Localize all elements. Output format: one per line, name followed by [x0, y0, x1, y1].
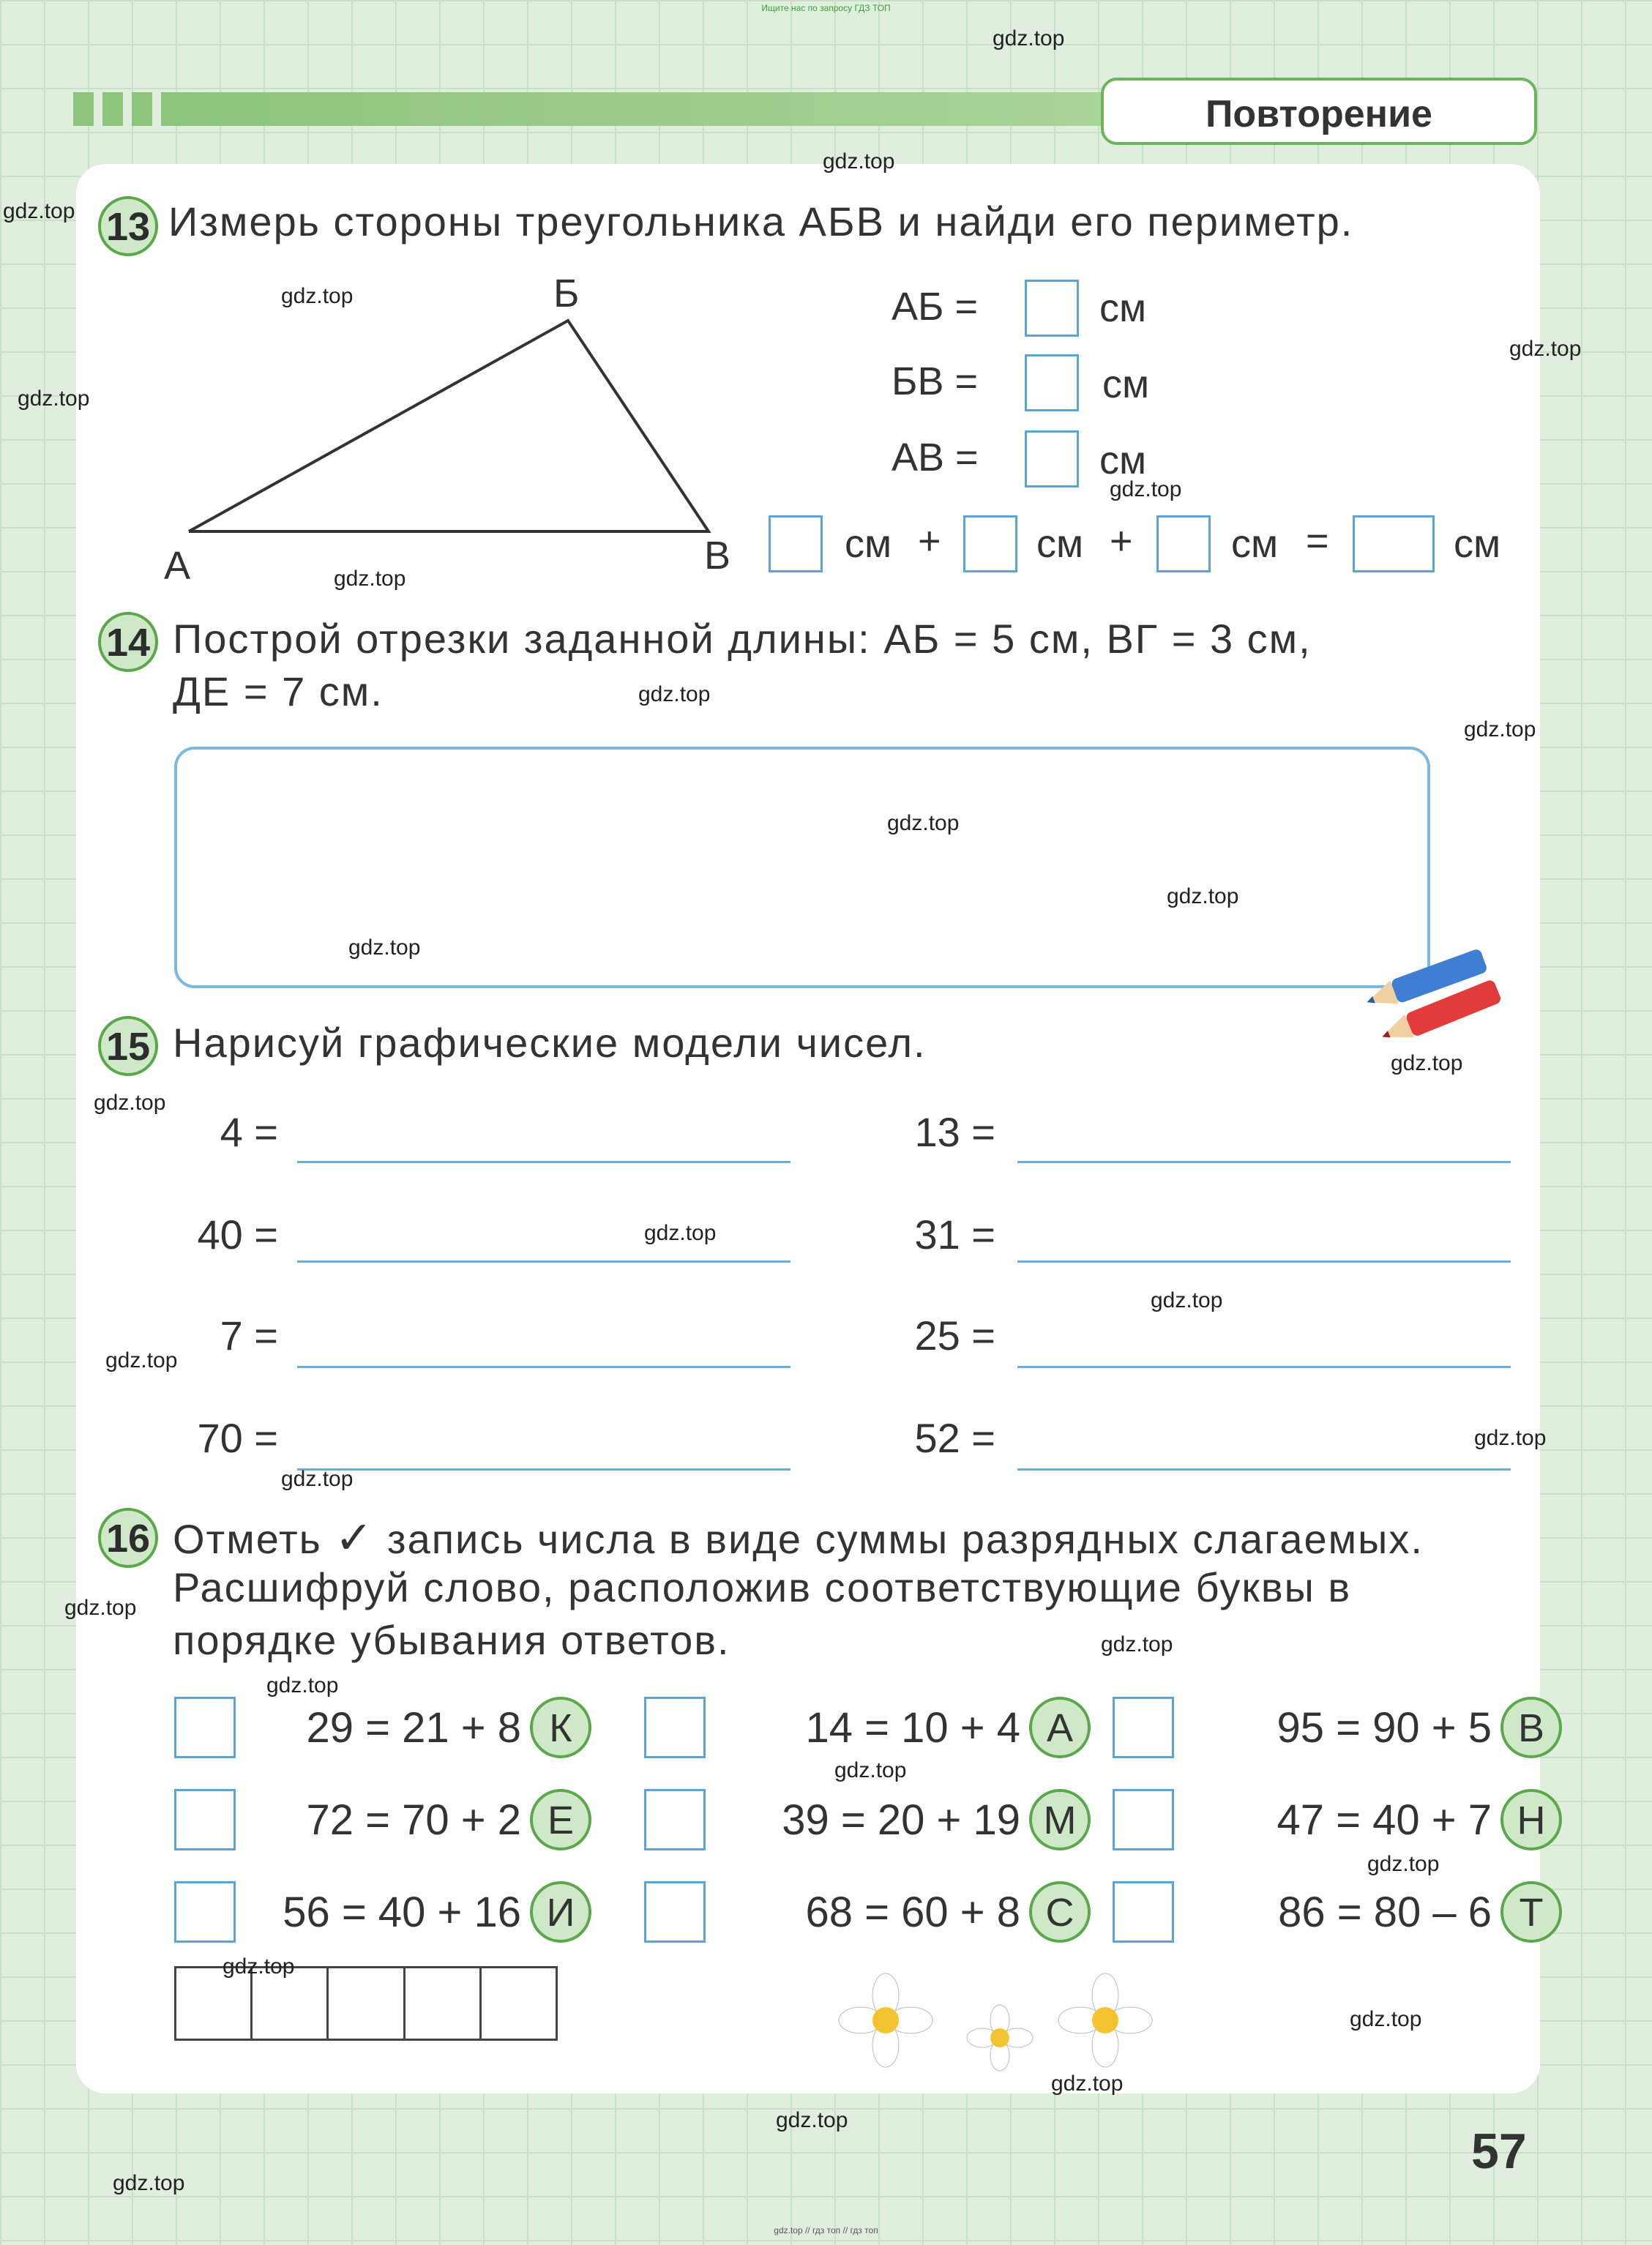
watermark: gdz.top: [1110, 477, 1182, 501]
option-39: [644, 1789, 1091, 1850]
watermark: gdz.top: [334, 567, 406, 591]
option-equation: 29 = 21 + 8: [306, 1703, 521, 1752]
model-label-7: 7 =: [220, 1312, 278, 1359]
task-16-line-1-start: Отметь: [173, 1516, 335, 1562]
side-ab-label: АБ =: [892, 285, 978, 329]
task-15-number: 15: [98, 1016, 158, 1076]
option-equation: 86 = 80 – 6: [1278, 1888, 1492, 1936]
answer-cell: [405, 1968, 482, 2039]
model-line-52[interactable]: [1017, 1468, 1511, 1471]
perimeter-unit-3: см: [1231, 522, 1279, 566]
model-line-25[interactable]: [1017, 1366, 1511, 1368]
option-equation: 56 = 40 + 16: [283, 1888, 521, 1936]
option-letter: Т: [1500, 1881, 1562, 1943]
task-16-line-1-end: запись числа в виде суммы разрядных слагаемых.: [374, 1516, 1424, 1562]
model-label-31: 31 =: [914, 1211, 995, 1258]
option-14: [644, 1697, 1091, 1758]
option-equation: 47 = 40 + 7: [1277, 1796, 1492, 1844]
vertex-a: А: [164, 544, 191, 588]
side-bv-unit: см: [1102, 362, 1150, 406]
watermark: gdz.top: [638, 682, 711, 706]
model-label-52: 52 =: [914, 1415, 995, 1461]
option-equation: 68 = 60 + 8: [805, 1888, 1020, 1936]
option-47: [1113, 1789, 1562, 1850]
task-16-line-3: порядке убывания ответов.: [173, 1617, 730, 1663]
option-68: [644, 1881, 1091, 1943]
equals-sign: =: [1306, 519, 1329, 563]
model-line-31[interactable]: [1017, 1260, 1511, 1263]
option-72: [174, 1789, 591, 1850]
option-checkbox[interactable]: [644, 1789, 706, 1850]
option-letter: М: [1029, 1789, 1091, 1850]
model-line-40[interactable]: [297, 1260, 791, 1263]
watermark: gdz.top: [348, 935, 421, 960]
option-checkbox[interactable]: [1113, 1697, 1174, 1758]
task-14-line-1: Построй отрезки заданной длины: АБ = 5 см, ВГ = 3 см,: [173, 616, 1312, 662]
model-label-25: 25 =: [914, 1312, 995, 1359]
watermark: gdz.top: [834, 1758, 907, 1782]
option-56: [174, 1881, 591, 1943]
top-note: Ищите нас по запросу ГДЗ ТОП: [761, 3, 891, 13]
model-line-13[interactable]: [1017, 1161, 1511, 1163]
perimeter-term-1[interactable]: [769, 515, 823, 572]
option-checkbox[interactable]: [1113, 1881, 1174, 1943]
option-checkbox[interactable]: [644, 1881, 706, 1943]
watermark: gdz.top: [1101, 1632, 1173, 1656]
side-av-answer-box[interactable]: [1025, 430, 1079, 488]
option-letter: К: [530, 1697, 591, 1758]
model-label-40: 40 =: [197, 1211, 278, 1258]
watermark: gdz.top: [64, 1596, 137, 1620]
side-av-label: АВ =: [892, 436, 979, 479]
watermark: gdz.top: [1051, 2072, 1124, 2096]
pencils-icon: [1354, 937, 1515, 1054]
option-checkbox[interactable]: [644, 1697, 706, 1758]
option-checkbox[interactable]: [174, 1789, 236, 1850]
option-letter: Н: [1500, 1789, 1562, 1850]
triangle-abv: [189, 321, 709, 531]
option-equation: 95 = 90 + 5: [1277, 1703, 1492, 1752]
option-letter: Е: [530, 1789, 591, 1850]
perimeter-term-3[interactable]: [1156, 515, 1211, 572]
answer-cell: [482, 1968, 556, 2039]
watermark: gdz.top: [18, 386, 90, 411]
task-15-text: Нарисуй графические модели чисел.: [173, 1020, 927, 1066]
option-equation: 39 = 20 + 19: [782, 1796, 1020, 1844]
option-checkbox[interactable]: [174, 1697, 236, 1758]
watermark: gdz.top: [823, 149, 895, 173]
option-letter: И: [530, 1881, 591, 1943]
perimeter-unit-2: см: [1036, 522, 1084, 566]
side-av-unit: см: [1099, 438, 1147, 482]
option-letter: С: [1029, 1881, 1091, 1943]
task-16-line-1: [173, 1511, 1424, 1564]
option-equation: 14 = 10 + 4: [805, 1703, 1020, 1752]
perimeter-unit-1: см: [845, 522, 892, 566]
option-86: [1113, 1881, 1562, 1943]
option-equation: 72 = 70 + 2: [306, 1796, 521, 1844]
section-title: Повторение: [1101, 78, 1537, 145]
watermark: gdz.top: [993, 26, 1065, 51]
watermark: gdz.top: [1391, 1051, 1463, 1075]
task-14-line-2: ДЕ = 7 см.: [173, 668, 384, 714]
option-letter: В: [1500, 1697, 1562, 1758]
model-label-70: 70 =: [197, 1415, 278, 1461]
side-ab-unit: см: [1099, 286, 1147, 330]
task-16-line-2: Расшифруй слово, расположив соответствующие буквы в: [173, 1564, 1352, 1610]
watermark: gdz.top: [1151, 1288, 1223, 1312]
side-bv-answer-box[interactable]: [1025, 354, 1079, 411]
watermark: gdz.top: [281, 1467, 354, 1491]
side-bv-label: БВ =: [892, 359, 978, 403]
page-number: 57: [1471, 2123, 1527, 2179]
watermark: gdz.top: [887, 811, 960, 835]
watermark: gdz.top: [3, 199, 75, 223]
watermark: gdz.top: [1350, 2007, 1422, 2031]
watermark: gdz.top: [644, 1221, 717, 1245]
watermark: gdz.top: [1509, 337, 1582, 361]
watermark: gdz.top: [1367, 1852, 1440, 1876]
option-checkbox[interactable]: [1113, 1789, 1174, 1850]
task-13-number: 13: [98, 196, 158, 256]
option-95: [1113, 1697, 1562, 1758]
option-checkbox[interactable]: [174, 1881, 236, 1943]
option-letter: А: [1029, 1697, 1091, 1758]
side-ab-answer-box[interactable]: [1025, 280, 1079, 337]
watermark: gdz.top: [1464, 717, 1536, 742]
watermark: gdz.top: [266, 1673, 339, 1697]
plus-sign-2: +: [1110, 519, 1133, 563]
plus-sign-1: +: [918, 519, 941, 563]
vertex-v: В: [704, 534, 731, 578]
task-16-number: 16: [98, 1508, 158, 1568]
task-14-number: 14: [98, 612, 158, 672]
watermark: gdz.top: [223, 1954, 295, 1979]
watermark: gdz.top: [776, 2108, 848, 2132]
watermark: gdz.top: [1474, 1426, 1547, 1450]
watermark: gdz.top: [105, 1348, 178, 1372]
model-line-4[interactable]: [297, 1161, 791, 1163]
watermark: gdz.top: [1167, 884, 1239, 908]
perimeter-term-2[interactable]: [963, 515, 1017, 572]
watermark: gdz.top: [281, 284, 354, 308]
option-29: [174, 1697, 591, 1758]
vertex-b: Б: [553, 272, 580, 315]
watermark: gdz.top: [94, 1091, 166, 1115]
perimeter-result[interactable]: [1353, 515, 1435, 572]
model-label-13: 13 =: [914, 1109, 995, 1155]
flowers-icon: [827, 1969, 1178, 2079]
bottom-note: gdz.top // гдз топ // гдз топ: [774, 2225, 878, 2235]
model-label-4: 4 =: [220, 1109, 278, 1155]
watermark: gdz.top: [113, 2171, 185, 2195]
model-line-7[interactable]: [297, 1366, 791, 1368]
header-bar: [73, 92, 1142, 126]
task-13-text: Измерь стороны треугольника АБВ и найди его периметр.: [168, 198, 1354, 244]
model-line-70[interactable]: [297, 1468, 791, 1471]
perimeter-unit-result: см: [1454, 522, 1501, 566]
checkmark-icon: ✓: [334, 1513, 375, 1564]
triangle-figure: [161, 293, 747, 586]
answer-cell: [329, 1968, 405, 2039]
